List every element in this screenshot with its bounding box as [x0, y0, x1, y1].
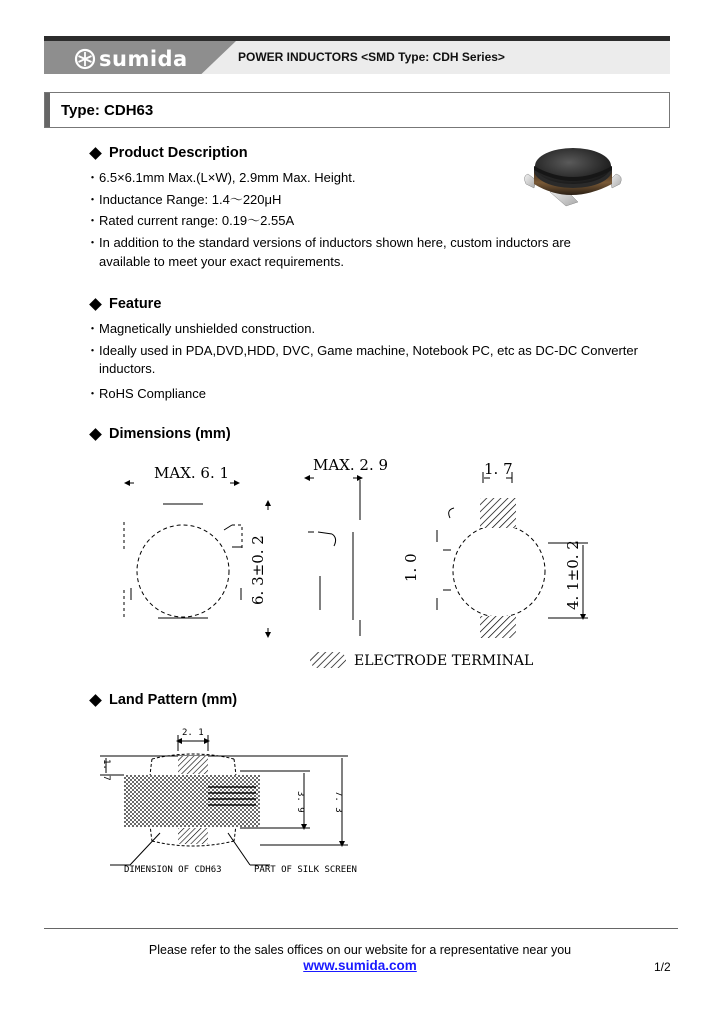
type-label: Type: CDH63	[61, 102, 154, 119]
page-header	[44, 36, 670, 74]
logo-text: sumida	[99, 47, 188, 71]
inner-height-label: 3. 9	[295, 791, 305, 813]
land-pattern-heading-text: Land Pattern (mm)	[109, 692, 238, 708]
terminal-height-label: 4. 1±0. 2	[564, 540, 582, 610]
silk-screen-caption: PART OF SILK SCREEN	[254, 865, 357, 875]
description-line: ・Rated current range: 0.19～2.55A	[86, 213, 295, 228]
sumida-logo[interactable]	[74, 47, 188, 71]
pad-height-label: 1. 7	[101, 759, 111, 781]
footer-note: Please refer to the sales offices on our website for a representative near you	[148, 943, 572, 957]
land-pattern-heading	[90, 692, 237, 708]
feature-heading	[90, 296, 161, 312]
description-line: ・Inductance Range: 1.4～220μH	[86, 192, 282, 207]
length-label: 6. 3±0. 2	[249, 535, 267, 605]
sumida-emblem-icon	[74, 48, 96, 70]
feature-line: ・RoHS Compliance	[86, 386, 206, 401]
dimension-caption: DIMENSION OF CDH63	[124, 865, 222, 875]
dimensions-heading-text: Dimensions (mm)	[109, 426, 231, 442]
diamond-bullet-icon	[89, 428, 102, 441]
description-line: available to meet your exact requirements.	[99, 254, 344, 269]
dimensions-heading	[90, 426, 231, 442]
type-box-accent	[45, 93, 50, 127]
feature-line: ・Ideally used in PDA,DVD,HDD, DVC, Game machine, Notebook PC, etc as DC-DC Converter	[86, 343, 638, 358]
electrode-terminal-label: ELECTRODE TERMINAL	[354, 653, 534, 669]
total-height-label: 7. 3	[333, 791, 343, 813]
product-description-heading-text: Product Description	[109, 145, 248, 161]
website-link[interactable]: www.sumida.com	[303, 958, 417, 973]
diamond-bullet-icon	[89, 298, 102, 311]
terminal-width-label: 1. 7	[484, 460, 513, 478]
page-number: 1/2	[654, 960, 671, 974]
footer-rule	[44, 928, 678, 929]
dimensions-drawing	[110, 450, 610, 675]
land-pattern-drawing	[100, 725, 370, 880]
max-width-label: MAX. 6. 1	[154, 464, 230, 482]
max-height-label: MAX. 2. 9	[313, 456, 389, 474]
product-description-heading	[90, 145, 248, 161]
feature-line: inductors.	[99, 361, 156, 376]
description-line: ・6.5×6.1mm Max.(L×W), 2.9mm Max. Height.	[86, 170, 356, 185]
header-title: POWER INDUCTORS <SMD Type: CDH Series>	[238, 50, 505, 64]
gap-label: 1. 0	[402, 553, 420, 582]
diamond-bullet-icon	[89, 147, 102, 160]
feature-heading-text: Feature	[109, 296, 162, 312]
diamond-bullet-icon	[89, 694, 102, 707]
inductor-product-photo	[520, 136, 630, 216]
description-line: ・In addition to the standard versions of inductors shown here, custom inductors are	[86, 235, 571, 250]
pad-width-label: 2. 1	[182, 728, 204, 738]
feature-line: ・Magnetically unshielded construction.	[86, 321, 316, 336]
type-box	[44, 92, 670, 128]
